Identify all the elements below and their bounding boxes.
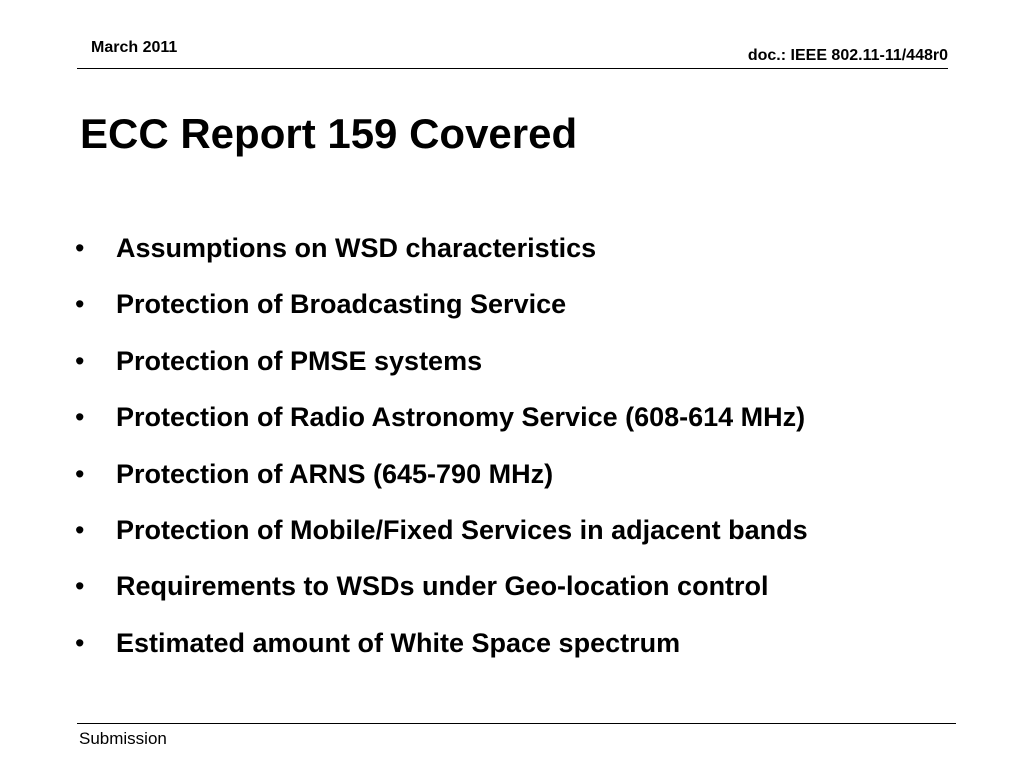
bullet-marker: • xyxy=(75,402,85,433)
bullet-marker: • xyxy=(75,458,85,489)
footer-label: Submission xyxy=(79,729,167,748)
bullet-text: Protection of Mobile/Fixed Services in adjacent bands xyxy=(116,514,808,545)
bullet-text: Protection of Broadcasting Service xyxy=(116,289,567,320)
header-divider xyxy=(77,68,948,69)
bullet-marker: • xyxy=(75,233,85,263)
bullet-marker: • xyxy=(75,514,85,545)
bullet-text: Protection of ARNS (645-790 MHz) xyxy=(116,458,554,489)
bullet-text: Requirements to WSDs under Geo-location control xyxy=(116,571,769,602)
slide-title: ECC Report 159 Covered xyxy=(80,110,578,157)
footer-divider xyxy=(77,723,956,724)
bullet-text: Protection of PMSE systems xyxy=(116,345,483,376)
bullet-text: Assumptions on WSD characteristics xyxy=(116,233,597,263)
bullet-marker: • xyxy=(75,289,85,320)
header-date: March 2011 xyxy=(91,39,178,56)
bullet-text: Protection of Radio Astronomy Service (608-614 MHz) xyxy=(116,402,806,433)
bullet-marker: • xyxy=(75,571,85,602)
bullet-marker: • xyxy=(75,627,85,658)
document-id: doc.: IEEE 802.11-11/448r0 xyxy=(747,47,948,64)
bullet-text: Estimated amount of White Space spectrum xyxy=(116,627,681,658)
bullet-marker: • xyxy=(75,345,85,376)
